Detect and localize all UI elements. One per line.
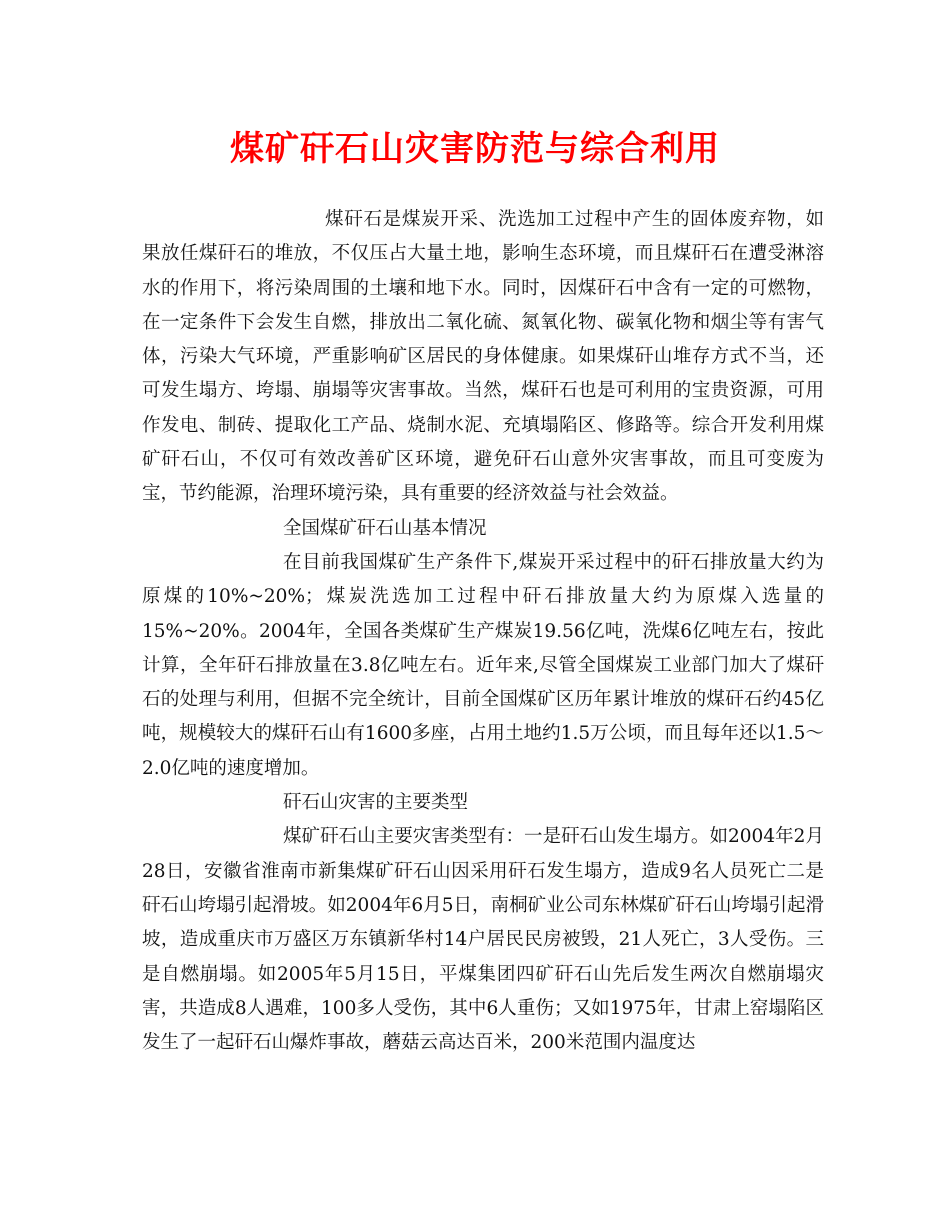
document-title: 煤矿矸石山灾害防范与综合利用: [230, 129, 720, 169]
section-heading-basic-situation: 全国煤矿矸石山基本情况: [283, 517, 487, 539]
paragraph-hazard-types: 煤矿矸石山主要灾害类型有：一是矸石山发生塌方。如2004年2月28日，安徽省淮南市新集煤矿矸石山因采用矸石发生塌方，造成9名人员死亡二是矸石山垮塌引起滑坡。如2004年6月5日，南桐矿业公司东林煤矿矸石山垮塌引起滑坡，造成重庆市万盛区万东镇新华村14户居民民房被毁，21人死亡，3人受伤。三是自燃崩塌。如2005年5月15日，平煤集团四矿矸石山先后发生两次自燃崩塌灾害，共造成8人遇难，100多人受伤，其中6人重伤；又如1975年，甘肃上窑塌陷区发生了一起矸石山爆炸事故，蘑菇云高达百米，200米范围内温度达: [142, 826, 824, 1054]
document-body: [142, 203, 824, 1060]
section-heading-hazard-types: 矸石山灾害的主要类型: [283, 792, 469, 814]
paragraph-intro: 煤矸石是煤炭开采、洗选加工过程中产生的固体废弃物，如果放任煤矸石的堆放，不仅压占大量土地，影响生态环境，而且煤矸石在遭受淋溶水的作用下，将污染周围的土壤和地下水。同时，因煤矸石中含有一定的可燃物，在一定条件下会发生自燃，排放出二氧化硫、氮氧化物、碳氧化物和烟尘等有害气体，污染大气环境，严重影响矿区居民的身体健康。如果煤矸山堆存方式不当，还可发生塌方、垮塌、崩塌等灾害事故。当然，煤矸石也是可利用的宝贵资源，可用作发电、制砖、提取化工产品、烧制水泥、充填塌陷区、修路等。综合开发利用煤矿矸石山，不仅可有效改善矿区环境，避免矸石山意外灾害事故，而且可变废为宝，节约能源，治理环境污染，具有重要的经济效益与社会效益。: [142, 209, 824, 505]
paragraph-basic-situation: 在目前我国煤矿生产条件下,煤炭开采过程中的矸石排放量大约为原煤的10%~20%；煤炭洗选加工过程中矸石排放量大约为原煤入选量的15%~20%。2004年，全国各类煤矿生产煤炭19.56亿吨，洗煤6亿吨左右，按此计算，全年矸石排放量在3.8亿吨左右。近年来,尽管全国煤炭工业部门加大了煤矸石的处理与利用，但据不完全统计，目前全国煤矿区历年累计堆放的煤矸石约45亿吨，规模较大的煤矸石山有1600多座，占用土地约1.5万公顷，而且每年还以1.5～2.0亿吨的速度增加。: [142, 551, 824, 779]
